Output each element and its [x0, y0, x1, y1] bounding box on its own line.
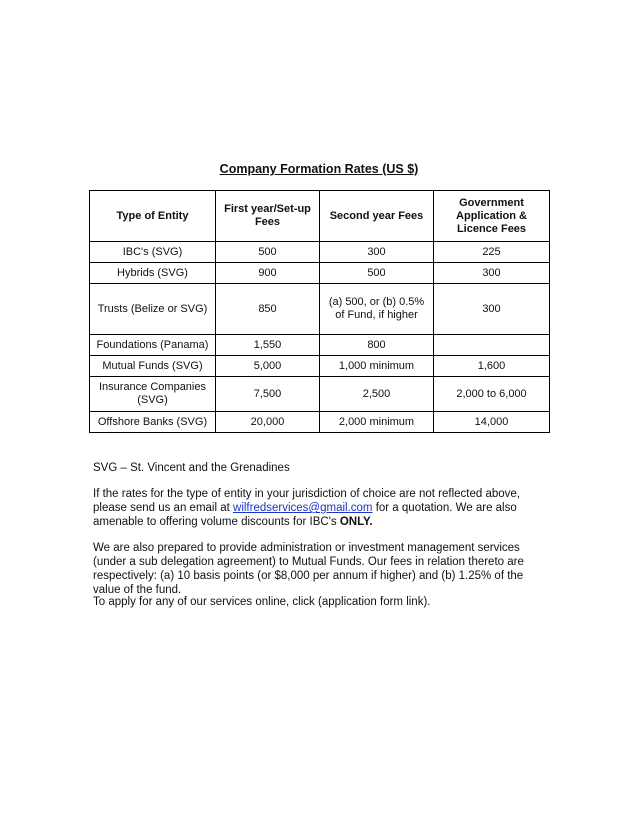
cell-entity: Insurance Companies (SVG)	[90, 377, 216, 412]
cell-government: 1,600	[434, 356, 550, 377]
cell-entity: Offshore Banks (SVG)	[90, 412, 216, 433]
cell-first-year: 500	[216, 242, 320, 263]
rates-note	[93, 487, 553, 529]
cell-government: 2,000 to 6,000	[434, 377, 550, 412]
cell-first-year: 1,550	[216, 335, 320, 356]
cell-entity: Foundations (Panama)	[90, 335, 216, 356]
table-row	[90, 242, 550, 263]
cell-government: 225	[434, 242, 550, 263]
cell-first-year: 20,000	[216, 412, 320, 433]
cell-entity: IBC's (SVG)	[90, 242, 216, 263]
page-title: Company Formation Rates (US $)	[219, 162, 419, 176]
only-emphasis: ONLY.	[339, 516, 373, 528]
rates-table	[89, 190, 550, 433]
cell-government: 300	[434, 263, 550, 284]
cell-first-year: 5,000	[216, 356, 320, 377]
cell-first-year: 850	[216, 284, 320, 335]
header-first-year-fees: First year/Set-up Fees	[216, 191, 320, 242]
apply-note: To apply for any of our services online, click (application form link).	[93, 596, 431, 608]
cell-first-year: 7,500	[216, 377, 320, 412]
cell-government: 300	[434, 284, 550, 335]
cell-second-year: 2,500	[320, 377, 434, 412]
table-row	[90, 412, 550, 433]
header-government-fees: Government Application & Licence Fees	[434, 191, 550, 242]
cell-second-year: 800	[320, 335, 434, 356]
email-link[interactable]: wilfredservices@gmail.com	[233, 502, 373, 514]
header-type-of-entity: Type of Entity	[90, 191, 216, 242]
cell-government	[434, 335, 550, 356]
table-row	[90, 284, 550, 335]
cell-entity: Mutual Funds (SVG)	[90, 356, 216, 377]
admin-note: We are also prepared to provide administration or investment management services (under a sub delegation agreement) to Mutual Funds. Our fees in relation thereto are respectively: (a) 10 basis points (or $8,000 per annum if higher) and (b) 1.25% of the value of the fund.	[93, 542, 524, 596]
cell-entity: Trusts (Belize or SVG)	[90, 284, 216, 335]
table-row	[90, 263, 550, 284]
svg-note: SVG – St. Vincent and the Grenadines	[93, 462, 290, 474]
table-row	[90, 356, 550, 377]
table-row	[90, 335, 550, 356]
cell-second-year: (a) 500, or (b) 0.5% of Fund, if higher	[320, 284, 434, 335]
rates-note-text: If the rates for the type of entity in your jurisdiction of choice are not reflected above, please send us an email at	[93, 488, 521, 514]
cell-entity: Hybrids (SVG)	[90, 263, 216, 284]
cell-second-year: 2,000 minimum	[320, 412, 434, 433]
header-second-year-fees: Second year Fees	[320, 191, 434, 242]
cell-second-year: 1,000 minimum	[320, 356, 434, 377]
cell-second-year: 300	[320, 242, 434, 263]
cell-government: 14,000	[434, 412, 550, 433]
cell-first-year: 900	[216, 263, 320, 284]
table-header-row	[90, 191, 550, 242]
rates-note-text-after: for a quotation. We are also amenable to offering volume discounts for IBC's	[93, 502, 517, 528]
cell-second-year: 500	[320, 263, 434, 284]
table-row	[90, 377, 550, 412]
